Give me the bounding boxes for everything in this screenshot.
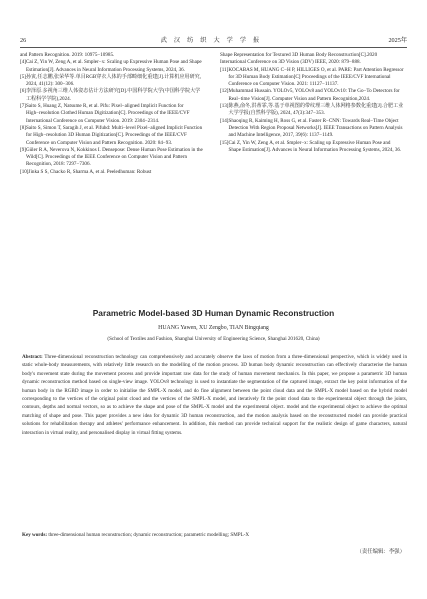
reference-number: [4] [20, 59, 26, 66]
reference-text: KOCABAS M, HUANG C−H P, HILLIGES O, et al. PARE: Part Attention Regressor for 3D Human Body Estimation[C] Proceedings of the IEEE/CVF International Conference on Computer Vision. 2021: 11127−11137. [228, 66, 404, 88]
reference-text: Shaoqing R, Kaiming H, Ross G, et al. Faster R−CNN: Towards Real−Time Object Detection With Region Proposal Networks[J]. IEEE Transactions on Pattern Analysis and Machine Intelligence, 2017, 39(6): 1137−1149. [228, 117, 403, 139]
abstract [22, 353, 407, 437]
reference-text: Saito S, Simon T, Saragih J, et al. Pifuhd: Multi−level Pixel−aligned Implicit Function for High−resolution 3D Human Digitization[C]. Proceedings of the IEEE/CVF Conference on Computer Vision and Pattern Recognition. 2020: 84−93. [25, 124, 203, 146]
reference-number: [6] [20, 88, 26, 95]
abstract-label: Abstract: [22, 354, 43, 360]
reference-item [220, 67, 404, 89]
reference-text: 孙寅,任志鹏,张荣华等.单目RGB穿衣人体的手部畸细化重建[J].计算机应用研究, 2024, 41(12): 300−306. [25, 73, 201, 88]
references-left-column [20, 52, 204, 176]
reference-item [20, 52, 204, 59]
reference-text: Saito S, Huang Z, Natsume R, et al. Pifu: Pixel−aligned Implicit Function for High−resolution Clothed Human Digitization[C]. Proceedings of the IEEE/CVF International Conference on Computer Vision. 2019: 2304−2314. [25, 103, 190, 124]
references-right-column [220, 52, 404, 154]
journal-year: 2025年 [388, 37, 407, 44]
reference-item [220, 88, 404, 103]
reference-text: Muhammad Hussain. YOLOv5, YOLOv8 and YOLOv10: The Go−To Detectors for Real−time Vision[J]. Computer Vision and Pattern Recognition,2024. [228, 88, 400, 102]
editor-note: （责任编辑：李强） [356, 549, 405, 555]
page-number: 26 [20, 37, 27, 44]
reference-number: [14] [220, 117, 229, 124]
reference-item [220, 52, 404, 67]
reference-number: [5] [20, 73, 26, 80]
journal-name: 武汉纺织大学学报 [160, 37, 267, 44]
reference-text: 李泽原.多视角三维人体姿态估计方法研究[D].中国科学院大学(中国科学院大学工程科学学院),2024. [25, 88, 201, 102]
reference-text: Jinka S S, Chacko R, Sharma A, et al. Peeledhuman: Robust [28, 168, 152, 175]
reference-item [20, 88, 204, 103]
reference-text: Cai Z, Yin W, Zeng A, et al. Smpler−x: Scaling up Expressive Human Pose and Shape Estimation[J]. Advances in Neural Information Processing Systems, 2024, 36. [228, 139, 402, 153]
header-rule [20, 47, 407, 48]
reference-text: Shape Representation for Textured 3D Human Body Reconstruction[C].2020 International Conference on 3D Vision (3DV) IEEE, 2020: 879−888. [220, 52, 378, 66]
reference-number: [13] [220, 103, 229, 110]
page-header [20, 36, 407, 46]
reference-number: [7] [20, 103, 26, 110]
reference-item [20, 147, 204, 169]
keywords-text: three-dimensional human reconstruction; dynamic reconstruction; parametric modelling; SMPL-X [48, 532, 250, 538]
reference-item [20, 125, 204, 147]
abstract-text: Three-dimensional reconstruction technology can comprehensively and accurately observe the laws of motion from a three-dimensional perspective, which is widely used in static whole-body measurements, with relatively little research on the modelling of the motion process. 3D human body dynamic reconstruction can effectively characterise the human body's movement state during the movement process and provide important raw data for the study of human movement mechanics. In this paper, we propose a parametric 3D human dynamic reconstruction method based on single-view image. YOLOv8 technology is used to instantiate the segmentation of the captured image, extract the key point information of the human body in the RGBD image in order to initialise the SMPL-X model, and do fine alignment between the point cloud data and the SMPL-X model based on the hybrid model corresponding to the vertices of the original point cloud and the vertices of the SMPL-X model, and iteratively fit the point cloud data to the experimental object through the joints, contours, depths and normal vectors, so as to achieve the shape and pose of the SMPL-X model and the experimental object. model and the experimental object to achieve the optimal matching of shape and pose. This paper provides a new idea for dynamic 3D human reconstruction, and the motion analysis based on the reconstructed model can provide practical solutions for rehabilitation therapy and athletes' performance enhancement. In addition, this method can provide technical support for the realistic design of game characters, natural interaction in virtual reality, and personalised display in virtual fitting systems. [22, 354, 407, 436]
reference-text: 陈燕,俞冬,洪蒂霏,等.基于单视图的带纹理三维人体网格参数化重建[J].合肥工业大学学报(自然科学版), 2024, 47(3):347−353. [228, 103, 404, 117]
reference-item [20, 59, 204, 74]
reference-number: [10] [20, 168, 29, 175]
english-authors: HUANG Yawen, XU Zengbo, TIAN Bingqiang [158, 325, 269, 331]
keywords-label: Key words: [22, 532, 48, 538]
reference-item [220, 118, 404, 140]
reference-text: Cai Z, Yin W, Zeng A, et al. Smpler−x: Scaling up Expressive Human Pose and Shape Estimation[J]. Advances in Neural Information Processing Systems, 2024, 36. [25, 59, 202, 73]
keywords [22, 531, 407, 539]
reference-text: and Pattern Recognition. 2019: 10975−10985. [20, 52, 115, 58]
reference-item [20, 74, 204, 89]
reference-item [220, 140, 404, 155]
reference-number: [12] [220, 88, 229, 95]
english-affiliation: (School of Textiles and Fashion, Shanghai University of Engineering Science, Shanghai 201620, China) [107, 336, 320, 342]
english-title: Parametric Model-based 3D Human Dynamic Reconstruction [92, 308, 335, 318]
reference-number: [9] [20, 146, 26, 153]
reference-text: Güler R A, Neverova N, Kokkinos I. Densepose: Dense Human Pose Estimation in the Wild[C]. Proceedings of the IEEE Conference on Computer Vision and Pattern Recognition, 2018: 7297−7306. [25, 146, 203, 168]
reference-item [220, 103, 404, 118]
reference-number: [15] [220, 139, 229, 146]
reference-number: [8] [20, 124, 26, 131]
reference-item [20, 103, 204, 125]
reference-item [20, 169, 204, 176]
reference-number: [11] [220, 66, 229, 73]
